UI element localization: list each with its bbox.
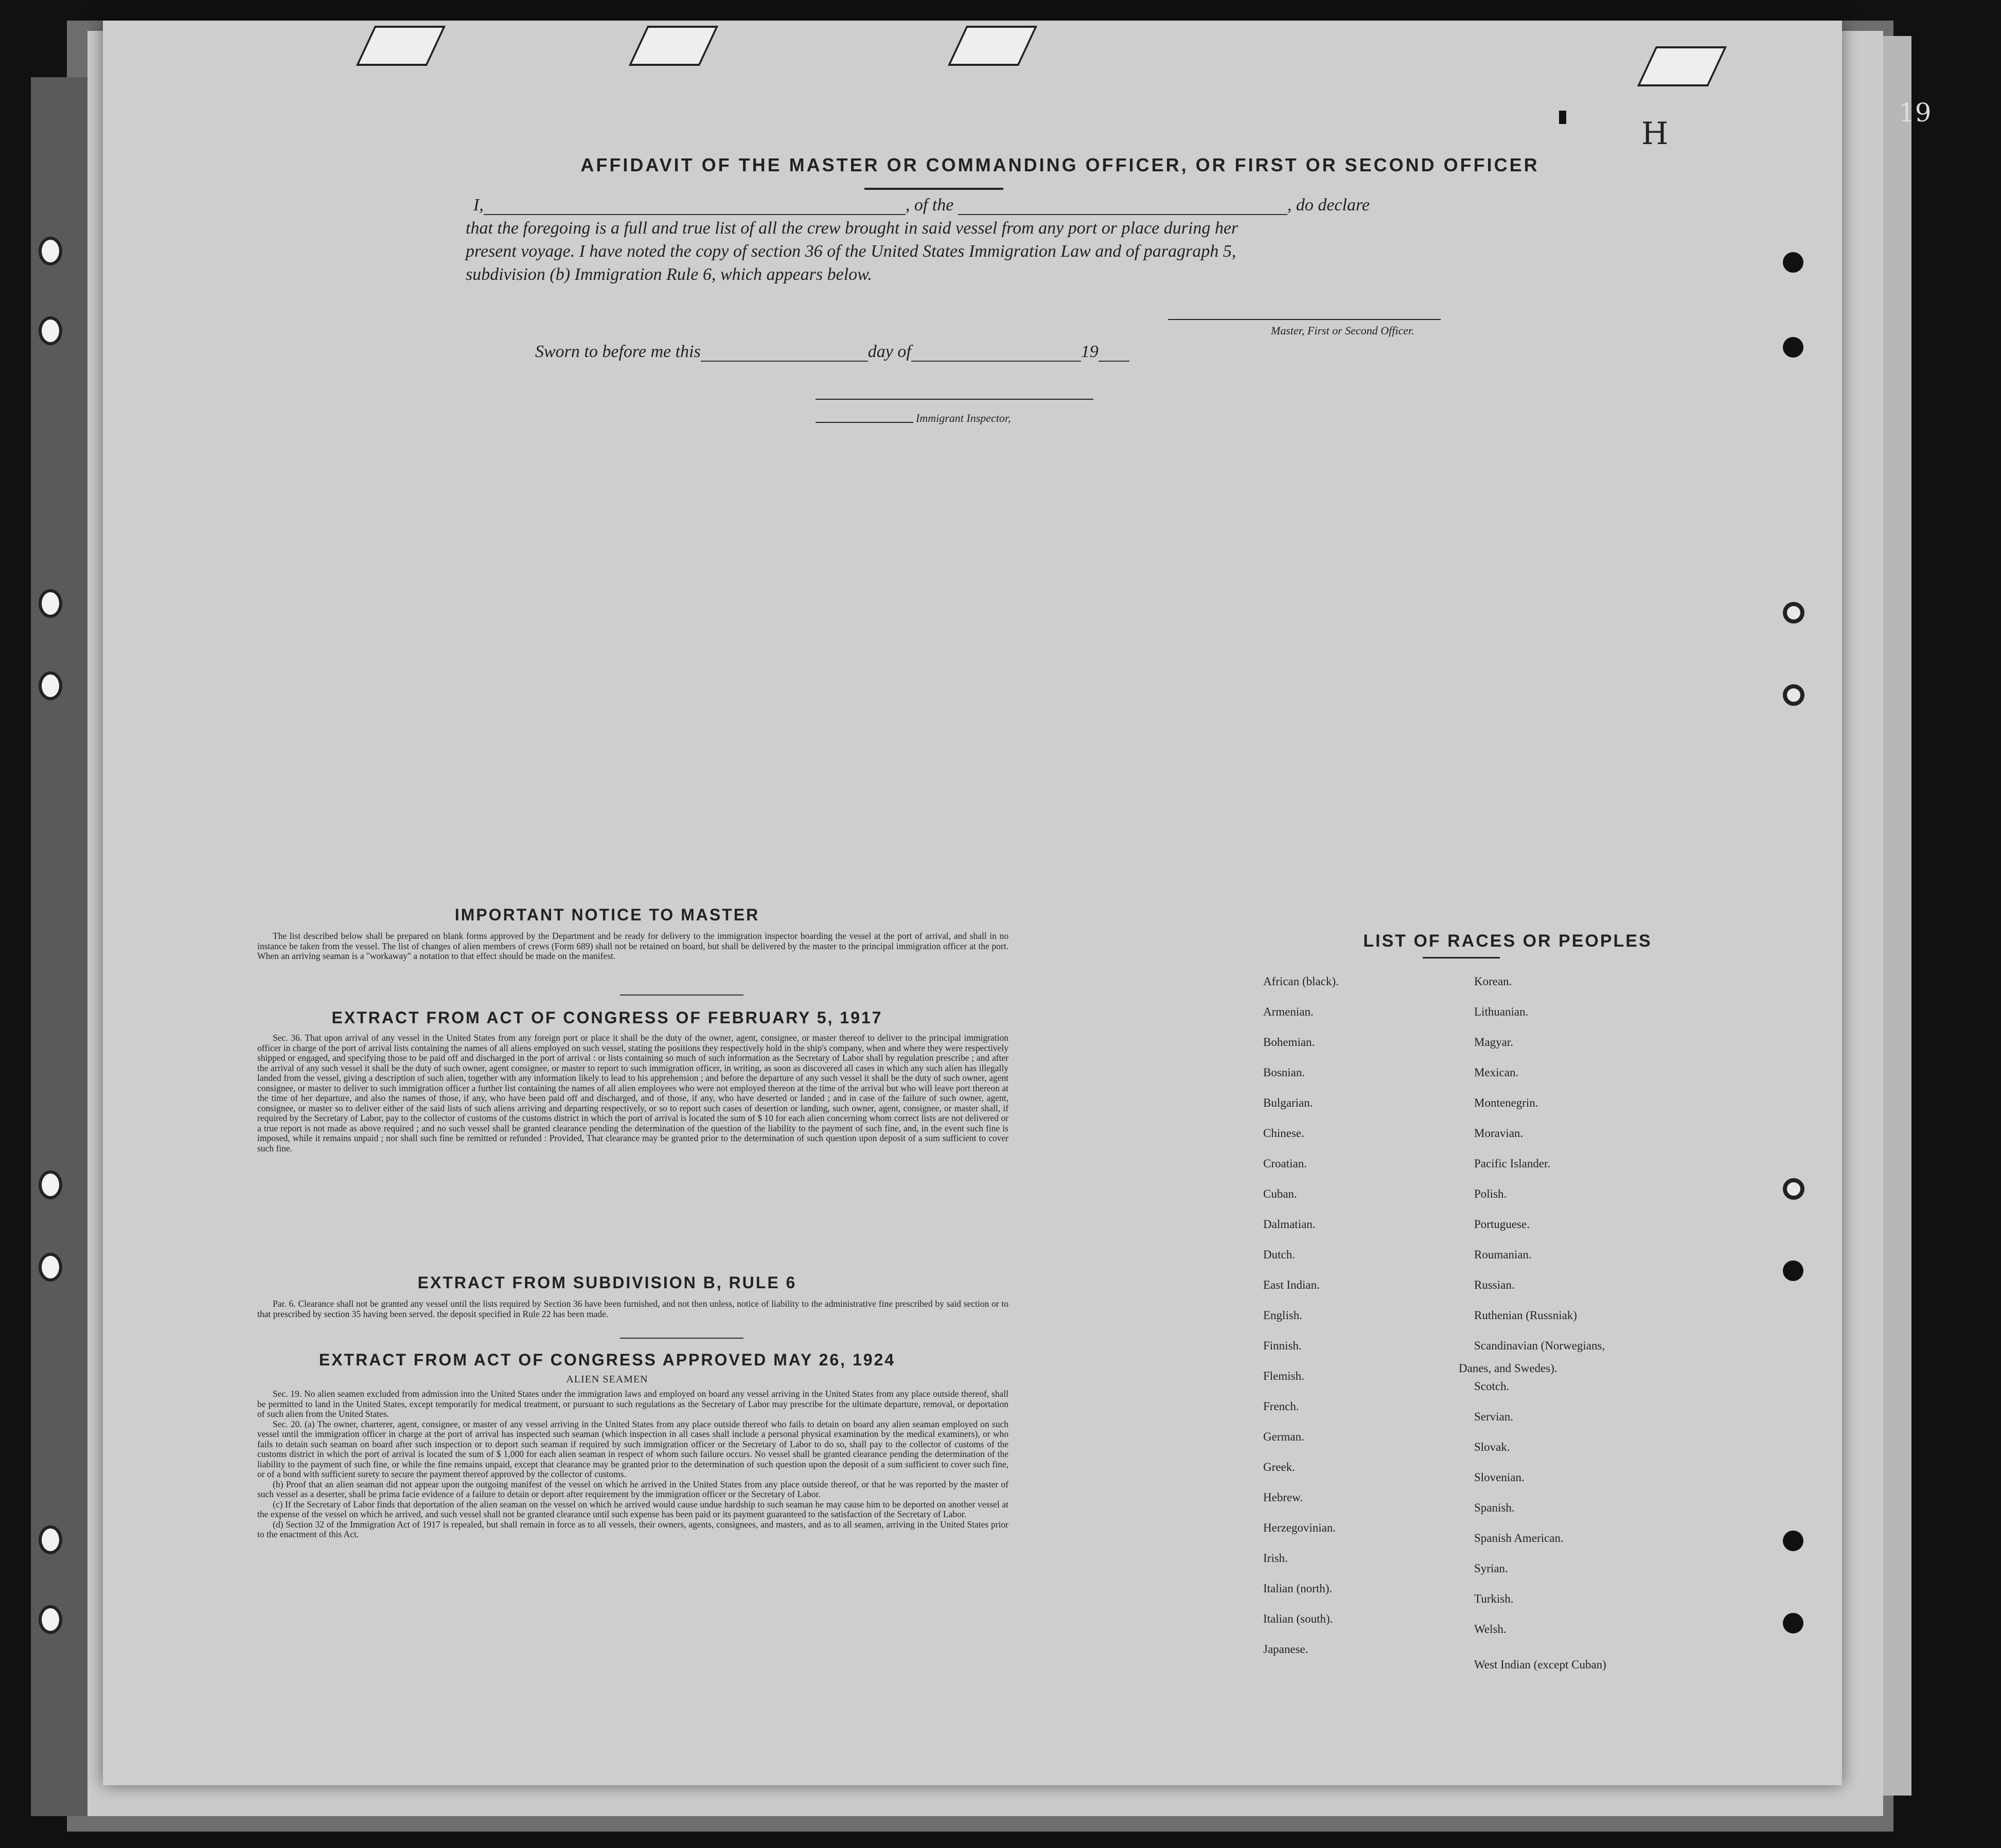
race-item: Spanish American. bbox=[1474, 1532, 1564, 1544]
punch-hole bbox=[1783, 1613, 1803, 1633]
extract-1917-title: EXTRACT FROM ACT OF CONGRESS OF FEBRUARY 5, 1917 bbox=[331, 1008, 883, 1027]
extract-1917-paragraph: Sec. 36. That upon arrival of any vessel in the United States from any foreign port or place it shall be the duty of the owner, agent, consignee, or master thereof to deliver to the principal immigration officer in charge of the port of arrival lists containing the names of all aliens employed on such vessel, stating the positions they respectively hold in the ship's company, when and where they were respectively shipped or engaged, and specifying those to be paid off and discharged in the port of arrival : or lists containing so much of such information as the Secretary of Labor shall by regulation prescribe ; and after the arrival of any such vessel it shall be the duty of such owner, agent consignee, or master to report to such immigration officer, in writing, as soon as discovered all cases in which any such alien has illegally landed from the vessel, giving a description of such alien, together with any information likely to lead to his apprehension ; and before the departure of any such vessel it shall be the duty of such owner, agent consignee, or master to deliver to such immigration officer a further list containing the names of all alien employees who were not employed thereon at the time of the arrival but who will leave port thereon at the time of her departure, and also the names of those, if any, who have been paid off and discharged, and of those, if any, who have deserted or landed ; and in case of the failure of such owner, agent, consignee, or master so to deliver either of the said lists of such aliens arriving and departing respectively, or so to report such cases of desertion or landing, such owner, agent, consignee, or master shall, if required by the Secretary of Labor, pay to the collector of customs of the customs district in which the port of arrival is located the sum of $ 10 for each alien concerning whom correct lists are not delivered or a true report is not made as above required ; and no such vessel shall be granted clearance pending the determination of the question of the liability to the payment of such fine, and, in the event such fine is imposed, while it remains unpaid ; nor shall such fine be remitted or refunded : Provided, That clearance may be granted prior to the determination of such question upon deposit of a sum sufficient to cover such fine. bbox=[257, 1033, 1008, 1153]
punch-hole bbox=[39, 1605, 62, 1634]
inspector-caption: Immigrant Inspector, bbox=[916, 412, 1011, 424]
affidavit-title: AFFIDAVIT OF THE MASTER OR COMMANDING OFFICER, OR FIRST OR SECOND OFFICER bbox=[580, 154, 1539, 175]
race-item: Japanese. bbox=[1263, 1643, 1308, 1656]
race-item: Italian (north). bbox=[1263, 1582, 1333, 1595]
page-number-mark: 19 bbox=[1899, 98, 1932, 128]
race-item: French. bbox=[1263, 1400, 1299, 1413]
race-item: Bosnian. bbox=[1263, 1066, 1305, 1079]
punch-hole bbox=[1783, 1178, 1804, 1200]
extract-rule6-body bbox=[257, 1299, 1008, 1319]
section-divider bbox=[620, 1338, 743, 1339]
race-item: Magyar. bbox=[1474, 1036, 1514, 1049]
race-item: English. bbox=[1263, 1309, 1303, 1322]
signature-line[interactable] bbox=[1168, 319, 1441, 320]
race-item: Dalmatian. bbox=[1263, 1218, 1316, 1231]
alien-seamen-subtitle: ALIEN SEAMEN bbox=[566, 1374, 648, 1385]
races-title-underline bbox=[1423, 957, 1500, 958]
race-item: Roumanian. bbox=[1474, 1248, 1532, 1261]
section-divider bbox=[620, 994, 743, 996]
punch-hole bbox=[39, 316, 62, 345]
race-item: Moravian. bbox=[1474, 1127, 1524, 1140]
extract-1917-body bbox=[257, 1033, 1008, 1153]
affidavit-line-2: that the foregoing is a full and true list of all the crew brought in said vessel from any port or place during her bbox=[466, 219, 1238, 238]
extract-1924-title: EXTRACT FROM ACT OF CONGRESS APPROVED MAY 26, 1924 bbox=[318, 1351, 896, 1369]
punch-hole bbox=[39, 1170, 62, 1199]
punch-hole bbox=[39, 671, 62, 700]
notice-paragraph: The list described below shall be prepared on blank forms approved by the Department and be ready for delivery to the immigration inspector boarding the vessel at the port of arrival, and shall in no instance be taken from the vessel. The list of changes of alien members of crews (Form 689) shall not be retained on board, but shall be delivered by the master to the principal immigration officer at the port. When an arriving seaman is a "workaway" a notation to that effect should be made on the manifest. bbox=[257, 931, 1008, 961]
race-item: Korean. bbox=[1474, 975, 1512, 988]
race-item: Turkish. bbox=[1474, 1592, 1514, 1605]
race-item: Russian. bbox=[1474, 1278, 1515, 1291]
day-of-label: day of bbox=[867, 342, 911, 361]
race-item: Montenegrin. bbox=[1474, 1096, 1538, 1109]
race-item: Slovak. bbox=[1474, 1441, 1510, 1453]
extract-1924-paragraph: (c) If the Secretary of Labor finds that deportation of the alien seaman on the vessel on which he arrived would cause undue hardship to such seaman he may cause him to be deported on another vessel at the expense of the vessel on which he arrived, and such vessel shall not be granted clearance until such expense has been paid or its payment guaranteed to the satisfaction of the Secretary of Labor. bbox=[257, 1499, 1008, 1519]
extract-1924-paragraph: (b) Proof that an alien seaman did not appear upon the outgoing manifest of the vessel on which he arrived in the United States from any place outside thereof, or that he was reported by the master of such vessel as a deserter, shall be prima facie evidence of a failure to detain or deport after requirement by the immigration officer or the Secretary of Labor. bbox=[257, 1479, 1008, 1499]
year-blank[interactable] bbox=[1099, 346, 1129, 362]
extract-1924-paragraph: Sec. 20. (a) The owner, charterer, agent, consignee, or master of any vessel arriving in the United States from any place outside thereof who fails to detain on board any alien seaman employed on such vessel until the immigration officer in charge at the port of arrival has inspected such seaman (which inspection in all cases shall include a personal physical examination by the medical examiners), or who fails to detain such seaman on board after such inspection or to deport such seaman if required by such immigration officer or the Secretary of Labor to do so, shall pay to the collector of customs of the customs district in which the port of arrival is located the sum of $ 1,000 for each alien seaman in respect of whom such failure occurs. No vessel shall be granted clearance pending the determination of the liability to the payment of such fine, or while the fine remains unpaid, except that clearance may be granted prior to the determination of such question upon the deposit of a sum sufficient to cover such fine, or of a bond with sufficient surety to secure the payment thereof approved by the collector of customs. bbox=[257, 1418, 1008, 1479]
race-item: Welsh. bbox=[1474, 1623, 1507, 1636]
punch-hole bbox=[1783, 252, 1803, 273]
tape-strip bbox=[356, 26, 446, 66]
affidavit-i-label: I, bbox=[473, 196, 484, 215]
race-item: Portuguese. bbox=[1474, 1218, 1530, 1231]
affidavit-declare-label: , do declare bbox=[1287, 196, 1370, 215]
race-item: Slovenian. bbox=[1474, 1471, 1525, 1484]
race-item: Servian. bbox=[1474, 1410, 1514, 1423]
affidavit-line-3: present voyage. I have noted the copy of section 36 of the United States Immigration Law and of paragraph 5, bbox=[466, 242, 1236, 261]
document-page bbox=[103, 21, 1932, 1785]
race-item: Croatian. bbox=[1263, 1157, 1307, 1170]
tape-strip bbox=[1637, 46, 1727, 86]
signature-caption: Master, First or Second Officer. bbox=[1271, 324, 1414, 337]
race-item: Polish. bbox=[1474, 1187, 1507, 1200]
notice-title: IMPORTANT NOTICE TO MASTER bbox=[454, 905, 760, 924]
race-item: Bohemian. bbox=[1263, 1036, 1315, 1049]
title-underline bbox=[864, 188, 1003, 190]
race-item: Lithuanian. bbox=[1474, 1005, 1529, 1018]
affidavit-line-1 bbox=[473, 196, 1370, 215]
ink-mark bbox=[1559, 111, 1566, 124]
punch-hole bbox=[1783, 1260, 1803, 1281]
punch-hole bbox=[1783, 1531, 1803, 1551]
race-item: Finnish. bbox=[1263, 1339, 1302, 1352]
race-item: Herzegovinian. bbox=[1263, 1521, 1336, 1534]
extract-1924-paragraph: (d) Section 32 of the Immigration Act of 1917 is repealed, but shall remain in force as to all vessels, their owners, agents, consignees, and masters, and as to all seamen, arriving in the United States prior to the enactment of this Act. bbox=[257, 1519, 1008, 1539]
race-item: Cuban. bbox=[1263, 1187, 1297, 1200]
vessel-blank[interactable] bbox=[958, 200, 1287, 215]
race-item: Chinese. bbox=[1263, 1127, 1304, 1140]
race-item: Italian (south). bbox=[1263, 1612, 1333, 1625]
name-blank[interactable] bbox=[484, 200, 906, 215]
race-item: Danes, and Swedes). bbox=[1459, 1362, 1557, 1375]
punch-hole bbox=[39, 589, 62, 618]
race-item: Ruthenian (Russniak) bbox=[1474, 1309, 1577, 1322]
affidavit-of-the-label: , of the bbox=[905, 196, 954, 215]
race-item: Bulgarian. bbox=[1263, 1096, 1313, 1109]
race-item: Armenian. bbox=[1263, 1005, 1314, 1018]
races-title: LIST OF RACES OR PEOPLES bbox=[1363, 931, 1652, 951]
race-item: German. bbox=[1263, 1430, 1304, 1443]
sworn-line bbox=[535, 342, 1129, 362]
punch-hole bbox=[1783, 602, 1804, 624]
race-item: Irish. bbox=[1263, 1552, 1288, 1565]
race-item: Spanish. bbox=[1474, 1501, 1515, 1514]
tape-strip bbox=[948, 26, 1037, 66]
punch-hole bbox=[39, 237, 62, 265]
sworn-prefix: Sworn to before me this bbox=[535, 342, 701, 361]
day-blank[interactable] bbox=[701, 346, 868, 362]
notice-body bbox=[257, 931, 1008, 962]
race-item: African (black). bbox=[1263, 975, 1339, 988]
extract-rule6-title: EXTRACT FROM SUBDIVISION B, RULE 6 bbox=[417, 1273, 797, 1292]
punch-hole bbox=[39, 1253, 62, 1282]
race-item: Hebrew. bbox=[1263, 1491, 1303, 1504]
race-item: East Indian. bbox=[1263, 1278, 1320, 1291]
extract-1924-paragraph: Sec. 19. No alien seamen excluded from admission into the United States under the immigration laws and employed on board any vessel arriving in the United States from any place outside thereof, shall be permitted to land in the United States, except temporarily for medical treatment, or pursuant to such regulations as the Secretary of Labor may prescribe for the ultimate departure, removal, or deportation of such alien from the United States. bbox=[257, 1389, 1008, 1419]
month-blank[interactable] bbox=[911, 346, 1081, 362]
inspector-signature-line[interactable] bbox=[816, 399, 1093, 400]
race-item: Mexican. bbox=[1474, 1066, 1519, 1079]
race-item: Flemish. bbox=[1263, 1370, 1304, 1382]
inspector-short-line bbox=[816, 422, 913, 423]
extract-1924-body bbox=[257, 1389, 1008, 1540]
race-item: Pacific Islander. bbox=[1474, 1157, 1551, 1170]
race-item: Scotch. bbox=[1474, 1380, 1510, 1393]
race-item: Scandinavian (Norwegians, bbox=[1474, 1339, 1605, 1352]
race-item: Dutch. bbox=[1263, 1248, 1295, 1261]
race-item: West Indian (except Cuban) bbox=[1474, 1658, 1606, 1671]
tape-strip bbox=[629, 26, 718, 66]
extract-rule6-paragraph: Par. 6. Clearance shall not be granted any vessel until the lists required by Section 36 have been furnished, and not then unless, notice of liability to the administrative fine prescribed by said section or to that prescribed by section 35 having been served. the deposit specified in Rule 22 has been made. bbox=[257, 1299, 1008, 1319]
year-label: 19 bbox=[1081, 342, 1099, 361]
race-item: Syrian. bbox=[1474, 1562, 1508, 1575]
affidavit-line-4: subdivision (b) Immigration Rule 6, which appears below. bbox=[466, 265, 872, 284]
punch-hole bbox=[1783, 337, 1803, 358]
handwritten-mark: H bbox=[1641, 116, 1669, 152]
punch-hole bbox=[1783, 684, 1804, 706]
race-item: Greek. bbox=[1263, 1461, 1295, 1473]
punch-hole bbox=[39, 1525, 62, 1554]
